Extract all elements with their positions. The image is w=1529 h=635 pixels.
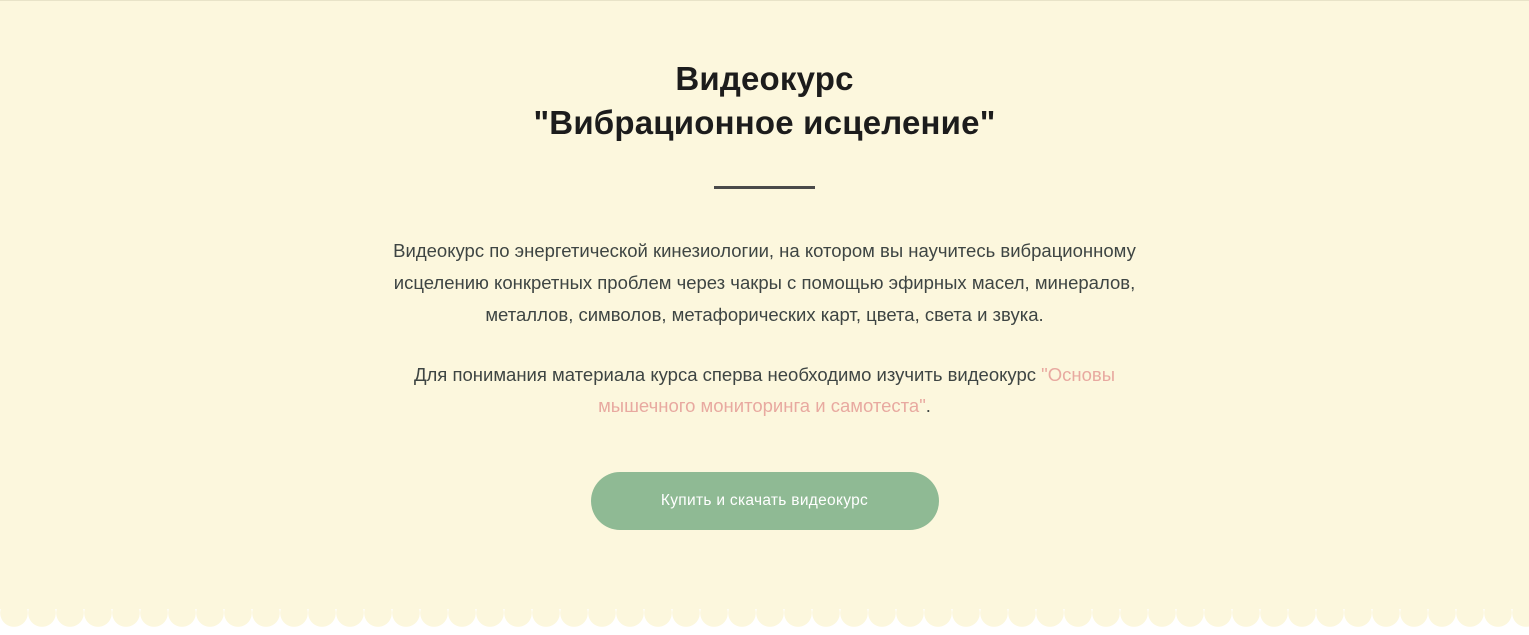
description-paragraph-2 [375,359,1155,423]
description-paragraph-2-suffix: . [925,395,931,417]
description-paragraph-2-prefix: Для понимания материала курса сперва необходимо изучить видеокурс [413,363,1042,385]
page-title-line-2: "Вибрационное исцеление" [533,103,996,141]
page-title [533,57,995,144]
scalloped-bottom-edge [0,609,1529,635]
description-paragraph-1: Видеокурс по энергетической кинезиологии, на котором вы научитесь вибрационному исцелению конкретных проблем через чакры с помощью эфирных масел, минералов, металлов, символов, метафорических карт, цвета, света и звука. [393,240,1136,325]
hero-description [375,235,1155,422]
prerequisite-course-link[interactable]: "Основы мышечного мониторинга и самотеста" [598,363,1115,417]
hero-section [0,1,1529,530]
page-title-line-1: Видеокурс [675,60,854,97]
title-divider [714,186,815,189]
cta-container [0,472,1529,530]
buy-and-download-button[interactable]: Купить и скачать видеокурс [591,472,939,530]
